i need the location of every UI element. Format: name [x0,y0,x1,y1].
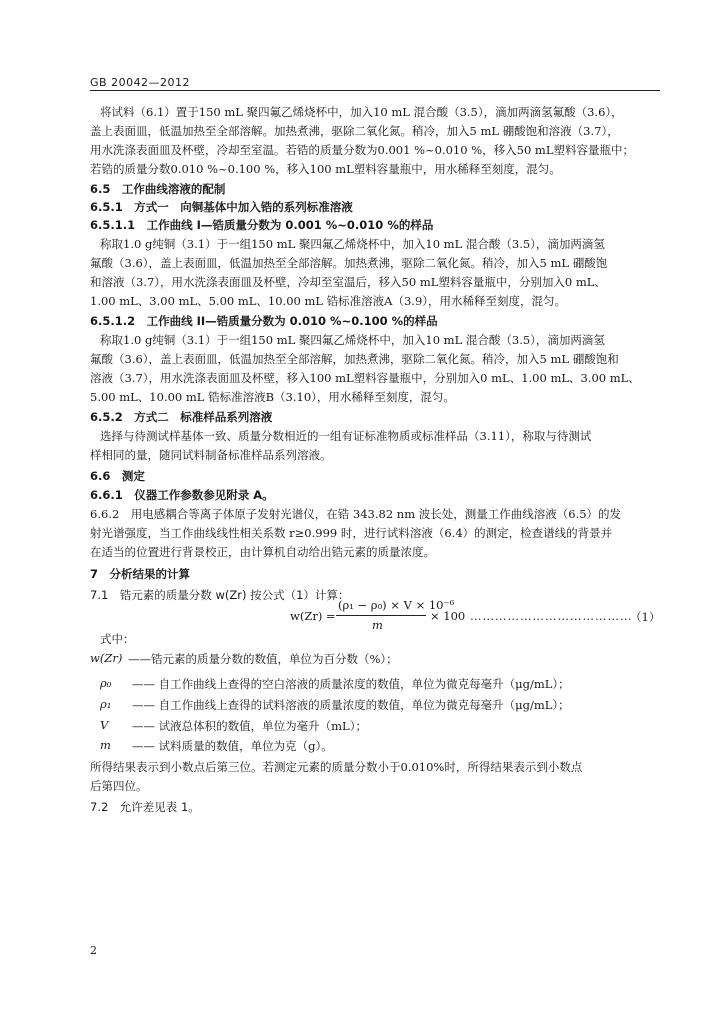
formula-lhs: w(Zr) = [290,609,336,623]
var-symbol: m [100,738,111,752]
standard-number: GB 20042—2012 [90,76,191,89]
heading-6-5: 6.5 工作曲线溶液的配制 [90,182,226,196]
para-line: 1.00 mL、3.00 mL、5.00 mL、10.00 mL 锆标准溶液A（3.9），用水稀释至刻度，混匀。 [90,294,567,308]
heading-6-5-1: 6.5.1 方式一 向铜基体中加入锆的系列标准溶液 [90,200,353,214]
heading-6-5-2: 6.5.2 方式二 标准样品系列溶液 [90,410,273,424]
var-description: —— 试料质量的数值，单位为克（g）。 [132,739,333,753]
para-line: 射光谱强度，当工作曲线线性相关系数 r≥0.999 时，进行试料溶液（6.4）的测定，检查谱线的背景并 [90,526,613,540]
para-line: 将试料（6.1）置于150 mL 聚四氟乙烯烧杯中，加入10 mL 混合酸（3.5），滴加两滴氢氟酸（3.6）， [100,105,623,119]
para-line: 5.00 mL、10.00 mL 锆标准溶液B（3.10），用水稀释至刻度，混匀。 [90,390,455,404]
var-description: —— 自工作曲线上查得的试料溶液的质量浓度的数值，单位为微克每毫升（μg/mL）； [132,698,570,712]
fraction-bar [336,615,426,616]
para-line: 在适当的位置进行背景校正，由计算机自动给出锆元素的质量浓度。 [90,545,435,559]
para-line: 氟酸（3.6），盖上表面皿，低温加热至全部溶解。加热煮沸，驱除二氧化氮。稍冷，加入5 mL 硼酸饱 [90,256,608,270]
formula-times: × 100 [430,609,466,623]
var-symbol: ρ₁ [100,697,112,711]
var-symbol: V [100,718,109,732]
para-line: 盖上表面皿，低温加热至全部溶解。加热煮沸，驱除二氧化氮。稍冷，加入5 mL 硼酸饱和溶液（3.7）， [90,124,619,138]
para-line: 后第四位。 [90,779,148,793]
para-line: 溶液（3.7），用水洗涤表面皿及杯壁，移入100 mL塑料容量瓶中，分别加入0 mL、1.00 mL、3.00 mL、 [90,371,640,385]
var-description: ——锆元素的质量分数的数值，单位为百分数（%）； [128,652,398,666]
formula-denominator: m [372,618,383,632]
page-number: 2 [90,944,97,957]
equation-number: （1） [630,610,661,624]
header-rule [90,90,660,91]
para-line: 用水洗涤表面皿及杯壁，冷却至室温。若锆的质量分数为0.001 %~0.010 %，移入50 mL塑料容量瓶中； [90,143,634,157]
heading-7: 7 分析结果的计算 [90,567,191,581]
var-symbol: ρ₀ [100,676,112,690]
para-line: 6.6.2 用电感耦合等离子体原子发射光谱仪，在锆 343.82 nm 波长处，测量工作曲线溶液（6.5）的发 [90,507,622,521]
formula-leader-dots: ………………………………… [470,609,633,623]
formula-numerator: (ρ₁ − ρ₀) × V × 10⁻⁶ [338,598,455,612]
para-line: 称取1.0 g纯铜（3.1）于一组150 mL 聚四氟乙烯烧杯中，加入10 mL 混合酸（3.5），滴加两滴氢 [100,333,605,347]
para-line: 所得结果表示到小数点后第三位。若测定元素的质量分数小于0.010%时，所得结果表示到小数点 [90,760,583,774]
heading-6-5-1-1: 6.5.1.1 工作曲线 I—锆质量分数为 0.001 %~0.010 %的样品 [90,218,434,232]
para-line: 和溶液（3.7），用水洗涤表面皿及杯壁，冷却至室温后，移入50 mL塑料容量瓶中，分别加入0 mL、 [90,275,606,289]
formula-1 [290,598,670,632]
para-line: 若锆的质量分数0.010 %~0.100 %，移入100 mL塑料容量瓶中，用水稀释至刻度，混匀。 [90,162,561,176]
para-line: 称取1.0 g纯铜（3.1）于一组150 mL 聚四氟乙烯烧杯中，加入10 mL 混合酸（3.5），滴加两滴氢 [100,237,605,251]
heading-6-5-1-2: 6.5.1.2 工作曲线 II—锆质量分数为 0.010 %~0.100 %的样品 [90,314,438,328]
var-description: —— 自工作曲线上查得的空白溶液的质量浓度的数值，单位为微克每毫升（μg/mL）； [132,677,570,691]
para-line: 选择与待测试样基体一致、质量分数相近的一组有证标准物质或标准样品（3.11），称取与待测试 [100,429,592,443]
heading-6-6: 6.6 测定 [90,469,145,483]
heading-6-6-1: 6.6.1 仪器工作参数参见附录 A。 [90,488,274,502]
where-label: 式中： [100,632,135,646]
var-symbol: w(Zr) [90,651,123,665]
heading-7-2: 7.2 允许差见表 1。 [90,800,200,814]
heading-7-1: 7.1 锆元素的质量分数 w(Zr) 按公式（1）计算： [90,588,350,602]
para-line: 氟酸（3.6），盖上表面皿，低温加热至全部溶解，加热煮沸，驱除二氧化氮。稍冷，加入5 mL 硼酸饱和 [90,352,619,366]
para-line: 样相同的量，随同试料制备标准样品系列溶液。 [90,448,332,462]
var-description: —— 试液总体积的数值，单位为毫升（mL）； [132,719,367,733]
